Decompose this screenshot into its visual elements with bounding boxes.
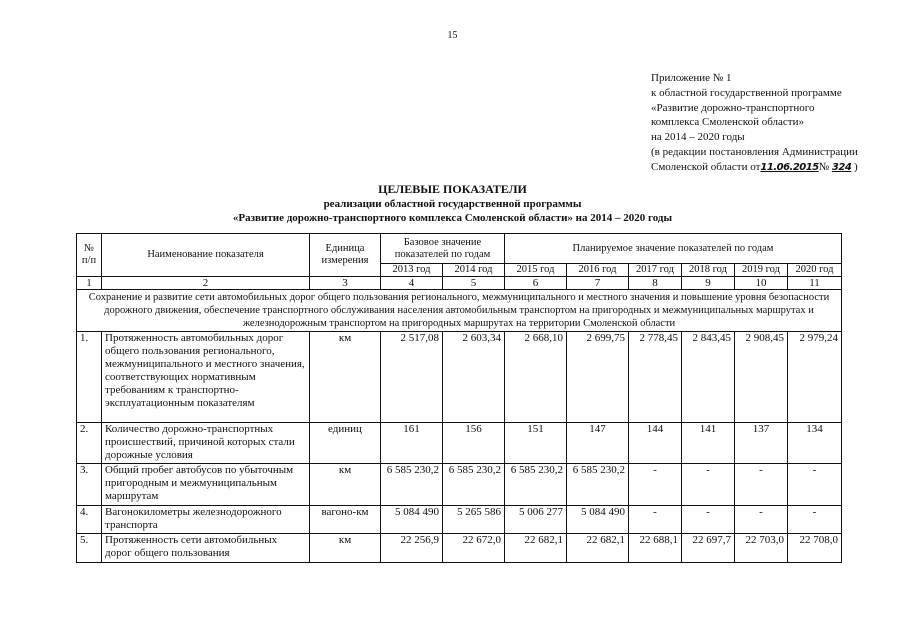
column-number: 11 — [788, 277, 842, 290]
column-number: 7 — [567, 277, 629, 290]
header-name: Наименование показателя — [102, 234, 310, 277]
row-value: 6 585 230,2 — [443, 464, 505, 506]
column-number: 6 — [505, 277, 567, 290]
row-value: 22 688,1 — [629, 534, 682, 563]
row-unit: км — [310, 464, 381, 506]
section-row — [77, 290, 842, 332]
row-value: 2 668,10 — [505, 332, 567, 423]
row-value: 6 585 230,2 — [505, 464, 567, 506]
row-value: 2 778,45 — [629, 332, 682, 423]
column-number: 2 — [102, 277, 310, 290]
row-value: 22 672,0 — [443, 534, 505, 563]
row-value: 147 — [567, 423, 629, 464]
appendix-line: на 2014 – 2020 годы — [651, 131, 745, 144]
document-subtitle: реализации областной государственной программы — [323, 198, 582, 210]
row-unit: км — [310, 332, 381, 423]
appendix-line: «Развитие дорожно-транспортного — [651, 101, 815, 114]
header-year: 2017 год — [629, 264, 682, 277]
column-number: 1 — [77, 277, 102, 290]
header-row — [77, 234, 842, 264]
header-unit: Единица измерения — [310, 234, 381, 277]
row-value: 22 256,9 — [381, 534, 443, 563]
row-num: 2. — [77, 423, 102, 464]
program-name: «Развитие дорожно-транспортного комплекса Смоленской области» на 2014 – 2020 годы — [232, 212, 673, 224]
row-value: 2 908,45 — [735, 332, 788, 423]
appendix-line: (в редакции постановления Администрации — [651, 145, 858, 158]
table-row — [77, 464, 842, 506]
row-name: Протяженность автомобильных дорог общего пользования регионального, межмуниципального и местного значения, соответствующих нормативным требованиям к транспортно-эксплуатационным показателям — [102, 332, 310, 423]
row-value: 2 843,45 — [682, 332, 735, 423]
row-value: 134 — [788, 423, 842, 464]
appendix-prefix: Смоленской области от — [651, 160, 761, 173]
row-value: 5 265 586 — [443, 506, 505, 534]
row-value: 6 585 230,2 — [381, 464, 443, 506]
row-value: 137 — [735, 423, 788, 464]
header-year: 2013 год — [381, 264, 443, 277]
row-value: 22 682,1 — [505, 534, 567, 563]
row-name: Вагонокилометры железнодорожного транспорта — [102, 506, 310, 534]
section-title: Сохранение и развитие сети автомобильных дорог общего пользования регионального, межмуниципального и местного значения и повышение уровня безопасности дорожного движения, обеспечение транспортного обслуживания населения автомобильным транспортом на пригородных и межмуниципальных маршрутах и железнодорожным транспортом на пригородных маршрутах на территории Смоленской области — [77, 290, 842, 332]
header-year: 2014 год — [443, 264, 505, 277]
row-value: 5 006 277 — [505, 506, 567, 534]
column-numbers-row — [77, 277, 842, 290]
row-value: 22 682,1 — [567, 534, 629, 563]
header-base: Базовое значение показателей по годам — [381, 234, 505, 264]
row-value: 151 — [505, 423, 567, 464]
row-value: 5 084 490 — [381, 506, 443, 534]
header-planned: Планируемое значение показателей по годам — [505, 234, 842, 264]
table-row — [77, 534, 842, 563]
table-row — [77, 506, 842, 534]
appendix-last-line — [651, 160, 901, 176]
column-number: 3 — [310, 277, 381, 290]
row-name: Протяженность сети автомобильных дорог общего пользования — [102, 534, 310, 563]
page-number: 15 — [447, 30, 458, 41]
appendix-line: комплекса Смоленской области» — [651, 116, 805, 129]
row-value: 156 — [443, 423, 505, 464]
row-value: 22 703,0 — [735, 534, 788, 563]
row-value: 22 708,0 — [788, 534, 842, 563]
column-number: 5 — [443, 277, 505, 290]
appendix-block — [651, 71, 901, 176]
row-value: 2 699,75 — [567, 332, 629, 423]
row-value: - — [735, 506, 788, 534]
header-year: 2018 год — [682, 264, 735, 277]
header-year: 2019 год — [735, 264, 788, 277]
row-name: Общий пробег автобусов по убыточным пригородным и межмуниципальным маршрутам — [102, 464, 310, 506]
column-number: 9 — [682, 277, 735, 290]
appendix-line: Приложение № 1 — [651, 72, 732, 84]
row-num: 3. — [77, 464, 102, 506]
document-titles — [0, 182, 905, 225]
row-value: 5 084 490 — [567, 506, 629, 534]
row-unit: км — [310, 534, 381, 563]
row-value: 161 — [381, 423, 443, 464]
row-num: 4. — [77, 506, 102, 534]
row-value: 2 517,08 — [381, 332, 443, 423]
column-number: 4 — [381, 277, 443, 290]
column-number: 10 — [735, 277, 788, 290]
row-value: 141 — [682, 423, 735, 464]
header-year: 2016 год — [567, 264, 629, 277]
closing-paren: ) — [854, 160, 858, 173]
column-number: 8 — [629, 277, 682, 290]
row-value: - — [682, 464, 735, 506]
number-sign: № — [818, 160, 830, 173]
row-value: - — [629, 464, 682, 506]
row-unit: вагоно-км — [310, 506, 381, 534]
row-value: - — [682, 506, 735, 534]
row-value: 22 697,7 — [682, 534, 735, 563]
header-year: 2020 год — [788, 264, 842, 277]
table-row — [77, 423, 842, 464]
row-unit: единиц — [310, 423, 381, 464]
header-year: 2015 год — [505, 264, 567, 277]
handwritten-number: 324 — [831, 161, 852, 173]
row-value: - — [788, 464, 842, 506]
row-num: 5. — [77, 534, 102, 563]
header-num: № п/п — [77, 234, 102, 277]
handwritten-date: 11.06.2015 — [760, 161, 819, 173]
table-row — [77, 332, 842, 423]
row-value: 6 585 230,2 — [567, 464, 629, 506]
row-num: 1. — [77, 332, 102, 423]
appendix-line: к областной государственной программе — [651, 86, 842, 99]
row-name: Количество дорожно-транспортных происшествий, причиной которых стали дорожные условия — [102, 423, 310, 464]
row-value: 2 979,24 — [788, 332, 842, 423]
indicators-table — [76, 233, 842, 563]
row-value: - — [735, 464, 788, 506]
row-value: 144 — [629, 423, 682, 464]
row-value: - — [788, 506, 842, 534]
row-value: 2 603,34 — [443, 332, 505, 423]
row-value: - — [629, 506, 682, 534]
document-title: ЦЕЛЕВЫЕ ПОКАЗАТЕЛИ — [378, 182, 527, 196]
